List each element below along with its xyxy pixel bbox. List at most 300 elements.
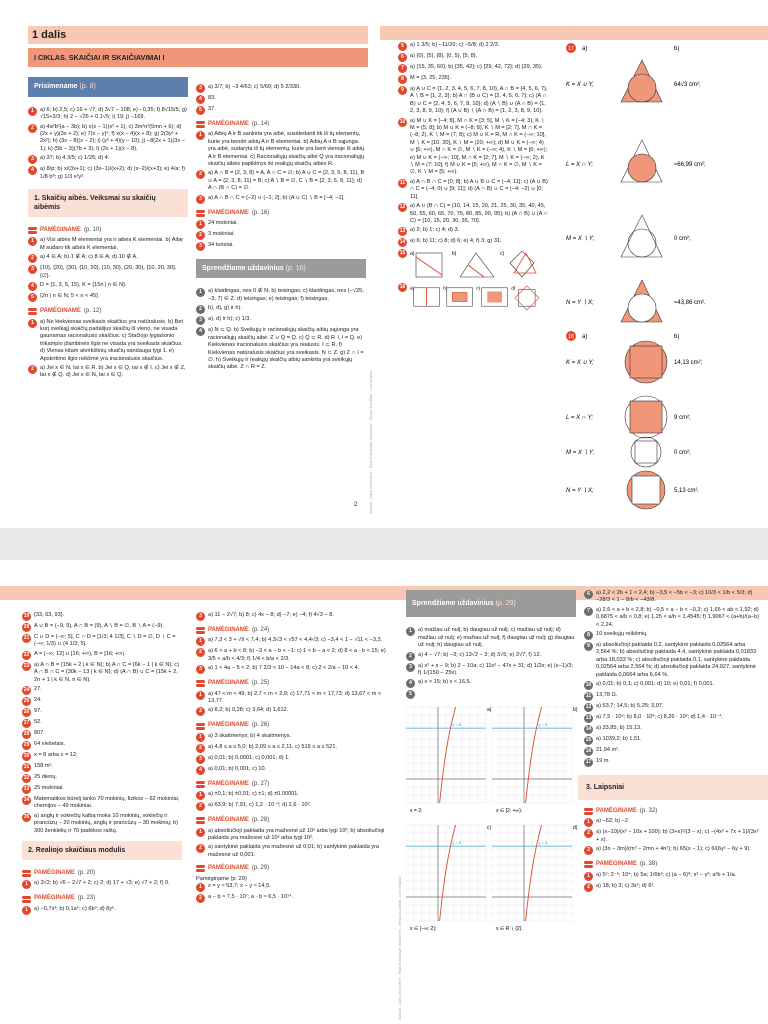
exercise-answer [28,319,188,363]
exercise-number: 3 [196,84,205,93]
exercise-text: 97. [34,708,42,715]
exercise-answer [196,707,386,716]
pamėginame-icon [196,627,205,634]
exercise-text: b), d), g) ir h). [208,305,242,312]
pamėginame-icon [28,308,37,315]
exercise-answer [196,691,386,706]
exercise-number: 1 [28,319,37,328]
exercise-answer [28,166,188,181]
exercise-answer [196,791,386,800]
pamėginame-icon [196,723,205,730]
exercise-text: a) 4 ∈ A; b) 1 ∉ A; c) 8 ∈ A; d) 10 ∉ A. [40,254,138,261]
answer-list [196,791,386,811]
pm-title: PAMĖGINAME [40,308,81,315]
pamėginame-icon [196,210,205,217]
exercise-text: a) 4 − √7; b) −3; c) 13√2 − 3; d) 3√5; e) 2√7; f) 12. [418,651,542,658]
graph-label: a) [487,707,492,714]
exercise-answer [196,220,366,229]
set-label: K = X ∪ Y; [566,360,594,366]
pamėginame-header [196,722,386,729]
graph-label: c) [487,825,492,832]
exercise-answer [22,651,182,660]
exercise-text: a), d) ir h); c) 1/3. [208,316,251,323]
answer-page-bottom [0,560,768,1024]
exercise-number: 3 [28,155,37,164]
answer-list [196,828,386,860]
exercise-answer [196,648,386,663]
exercise-text: {2n | n ∈ N, 5 < n < 45}. [40,293,100,300]
exercise-text: x = 8 arba x = 12; [34,752,78,759]
exercise-text: a) 6 < a + b < 8; b) −3 < a − b < −1; c) 1 < b − a < 2; d) 8 < a · b < 15; e) 3/5 < a/b < 4/3; f) 1/4 < b/a < 2/3. [208,648,386,662]
bottom-column-4 [584,590,760,894]
exercise-number: 1 [196,883,205,892]
section-title: Sprendžiame uždavinius [202,265,284,273]
exercise-number: 16 [399,284,406,291]
circle-outline [628,294,656,322]
answer-list [398,42,548,247]
exercise-text: a) A ∩ B ∩ C = {−2} ∪ (−1; 2]; b) (A ∪ C) ∖ B = [−4; −1]. [208,194,345,201]
exercise-text: 83. [208,95,216,101]
exercise-answer [196,637,386,646]
exercise-number: 1 [406,627,415,636]
exercise-answer [196,95,366,104]
exercise-text: M = {3, 25, 235}. [410,75,452,81]
bottom-column-1 [22,612,182,917]
exercise-number: 35 [23,813,30,820]
exercise-text: a) 2,6 < a + b < 2,8; b) −0,5 < a − b < −0,3; c) 1,65 < ab < 1,92; d) 0,6875 < a/b < 0,8; e) 1,25 < a/b < 1,4545; f) 1,9067 < (a+b)/(a−b) < 2,24. [596,606,760,628]
exercise-text: a) 5²; 2⁻⁶; 10⁴; b) 5a; 1/6b³; c) (a − 6)⁸; x³ − y²; a²b + 1/a. [596,871,737,878]
exercise-text: {33, 63, 93}. [34,612,65,618]
exercise-answer [398,53,548,62]
pm-page: (p. 23) [77,895,96,902]
exercise-answer [28,282,188,291]
exercise-text: a) A ∩ B = {2, 3, 8} = A, A ∩ C = ∅; b) A ∪ C = {2, 3, 5, 8, 11}, B ∪ A = {2, 3, 8, 11} = B; c) A ∖ B = ∅, C ∖ B = {2, 3, 5, 8, 11}; d) A ∩ (B ∩ C) = ∅. [208,170,365,192]
exercise-text: a) ±0,1; b) ±0,01; c) ±1; d) ±0,00001. [208,791,299,798]
exercise-text: 25 mokiniai. [34,785,64,792]
exercise-number: 1 [196,791,205,800]
answer-list [28,319,188,380]
exercise-answer [196,894,386,903]
pm-page: (p. 12) [83,308,102,315]
pm-page: (p. 28) [251,817,270,824]
exercise-answer [584,631,760,640]
exercise-number: 21 [23,635,30,641]
answer-list [22,612,182,835]
exercise-text: a) −0,7x³; b) 0,1a⁵; c) 6b³; d) 8y⁶. [34,905,116,912]
red-rect [487,292,502,303]
exercise-answer [22,730,182,739]
exercise-number: 1 [196,637,205,646]
exercise-answer [196,170,366,192]
exercise-answer [584,747,760,756]
top-column-1 [28,26,188,382]
exercise-text: 24. [34,697,42,704]
pm-page: (p. 16) [251,209,270,216]
exercise-answer [584,883,760,892]
exercise-text: a) 47 < m < 49; b) 2,7 < m < 2,9; c) 17,71 < m < 17,73; d) 13,67 < m < 13,77. [208,690,382,705]
exercise-answer [22,686,182,695]
answer-list [196,288,366,371]
exercise-text: a) 0,01; b) 0,1; c) 0,001; d) 10; e) 0,01; f) 0,001. [596,681,715,688]
exercise-answer [398,118,548,177]
exercise-number: 18 [568,334,574,340]
exercise-text: a) 53,7; 14,5; b) 5,25; 3,07. [596,703,664,710]
area-value: 0 cm²; [674,236,691,242]
area-value: ≈43,86 cm². [674,300,706,306]
square-filled [630,346,662,378]
exercise-answer [398,86,548,116]
pamėginame-header [196,680,386,687]
exercise-answer [584,607,760,629]
exercise-number: 5 [406,690,415,699]
pm-subtitle: Pamėginame (p. 29) [196,875,247,882]
exercise-number: 4 [196,95,205,104]
line-label: y = 8 [452,722,462,728]
graphs-grid [406,701,578,937]
exercise-number: 3 [196,755,205,764]
area-value: 5,13 cm². [674,488,700,494]
pm-title: PAMĖGINAME [208,680,249,687]
pamėginame-header [28,227,188,234]
exercise-answer [22,774,182,783]
exercise-number: 15 [585,737,592,744]
exercise-number: 16 [585,748,592,755]
side-caption: Autoriai - Dalia Zebroviené - Rasa Kukulskyte-Skuodiené - Nerijus Kuruštas - Lino leidykla [398,876,402,1020]
exercise-number: 2 [406,652,415,661]
pamėginame-header [196,210,366,217]
answer-list [22,880,182,889]
top-column-4 [566,42,762,512]
exercise-number: 1 [196,691,205,700]
exercise-answer [196,612,386,621]
exercise-text: a) 4,8 ≤ a ≤ 5,0; b) 2,09 ≤ a ≤ 2,11; c) 519 ≤ a ≤ 521. [208,743,338,750]
area-value: 14,13 cm²; [674,360,703,366]
answer-list [196,131,366,203]
exercise-text: a) 37; b) 4 3/5; c) 1/25; d) 4. [40,155,110,162]
set-label: N = Y ∖ X; [566,300,594,306]
exercise-answer [196,327,366,371]
exercise-text: 21,94 m². [596,747,620,754]
pamėginame-header [584,861,760,868]
exercise-answer [584,590,760,605]
exercise-text: a) N ⊂ Q. b) Sveikųjų ir racionaliųjų skaičių aibių sąjunga yra racionaliųjų skaičių aibė. Z ∪ Q = Q. c) Q ⊂ R. d) R ∖ I = Q. e) Kiekvienas iracionalusis skaičius yra realusis. I ⊂ R. f) Kiekvienas natūralusis skaičius yra sveikasis. N ⊂ Z. g) Z ∩ I = ∅. h) Sveikųjų ir realiųjų skaičių aibių sankirta yra sveikųjų skaičių aibė. Z ∩ R = Z. [208,327,364,371]
pm-title: PAMĖGINAME [208,780,249,787]
figures-17-18 [566,42,762,512]
exercise-number: 7 [584,607,593,616]
exercise-text: a) 3 skaitmenys; b) 4 skaitmenys. [208,732,292,739]
pamėginame-icon [196,680,205,687]
exercise-answer [196,744,386,753]
exercise-number: 3 [196,665,205,674]
exercise-text: D = {1, 3, 5, 15}, K = {15n | n ∈ N}. [40,282,127,289]
exercise-text: a) 3/7; b) −3 4/63; c) 5/60; d) 5 2/330. [208,84,301,90]
exercise-number: 2 [196,744,205,753]
exercise-number: 4 [196,766,205,775]
exercise-answer [22,880,182,889]
pm-title: PAMĖGINAME [596,808,637,815]
set-label: L = X ∩ Y; [566,415,594,421]
exercise-answer [22,719,182,728]
exercise-answer [22,785,182,794]
exercise-number: 27 [23,720,30,727]
exercise-number: 4 [406,679,415,688]
exercise-text: a) 33,85; b) 15,13. [596,725,642,732]
exercise-number: 1 [196,220,205,229]
page-number: 2 [354,502,358,508]
pamėginame-header [196,781,386,788]
exercise-text: a) absoliučioji paklaida yra mažesnė už 10² arba lygi 10²; b) absoliučioji paklaida yra mažesnė už 10² arba lygi 10². [208,827,385,842]
exercise-answer [28,237,188,252]
answer-list [196,84,366,115]
red-segment [416,257,442,275]
bottom-column-2 [196,612,386,905]
graph-caption: x ∈ R ∖ {2}. [496,926,523,933]
exercise-text: a) 18; b) 3; c) 3x²; d) 6². [596,882,655,889]
exercise-answer [22,697,182,706]
exercise-text: Matematikos būrelį lanko 70 mokinių, fizikos − 62 mokiniai, chemijos − 49 mokiniai. [34,796,180,810]
section-page: (p. 29) [495,600,516,607]
figure-15 [398,249,548,281]
exercise-number: 1 [584,872,593,881]
red-rect [452,293,467,302]
exercise-number: 11 [399,179,406,186]
exercise-number: 5 [196,106,205,115]
exercise-text: a) (3n − 3m)/(m³ − 2mn + 4n²); b) 65(x − 1); c) 6/(6y² − 6y + 9). [596,846,751,853]
side-caption: Autoriai - Dalia Zebroviené - Rasa Kukulskyte-Skuodiené - Nerijus Kuruštas - Lino leidykla [369,370,373,514]
pm-title: PAMĖGINAME [208,209,249,216]
pamėginame-icon [584,861,593,868]
top-column-3 [398,42,548,313]
graph-label: d) [573,825,578,832]
exercise-number: 2 [196,894,205,903]
exercise-number: 3 [196,195,205,204]
fig-label: b) [674,334,680,340]
exercise-text: C ∪ D = (−∞; 5], C ∩ D = [1/3; 4 1/3], C ∖ D = ∅, D ∖ C = (−∞; 1/3) ∪ (4 1/3; 5]. [34,634,176,648]
answer-list [196,883,386,903]
exercise-answer [22,752,182,761]
exercise-answer [196,766,386,775]
section-title: 2. Realiojo skaičiaus modulis [22,841,182,860]
exercise-number: 3 [196,612,205,621]
exercise-text: A ∪ B = (−9, 9), A ∩ B = (9), A ∖ B = ∅, B ∖ A = (−9). [34,623,164,629]
exercise-answer [584,736,760,745]
fig-label: d) [511,285,516,291]
pm-page: (p. 29) [251,865,270,872]
pamėginame-icon [196,865,205,872]
exercise-number: 3 [196,242,205,251]
exercise-number: 3 [584,846,593,855]
exercise-text [418,690,576,699]
exercise-text: a) santykinė paklaida yra mažesnė už 0,01; b) santykinė paklaida yra mažesnė už 0,001. [208,844,380,858]
exercise-number: 10 [585,682,592,689]
exercise-text: a) Jei x ∈ N, tai x ∈ R. b) Jei x ∈ Q, tai x ∉ I. c) Jei x ∉ Z, tai x ∉ Q. d) Jei x ∈ N, tai x ∈ Q. [40,364,186,379]
exercise-text: a) (x−10)/(x² − 10x + 100); b) (3+x)²/(3 − x); c) −(4x² + 7x + 1)/(3x² + x). [596,829,759,843]
exercise-text: a) absoliučioji paklaida 0,2, santykinė paklaida 0,02564 arba 2,564 %; b) absoliučioji paklaida 4,4, santykinė paklaida 0,01833 arba 18,033 %; c) absoliučioji paklaida 0,1, santykinė paklaida 0,02564 arba 2,564 %; d) absoliučioji paklaida 24,927, santykinė paklaida 0,0664 arba 6,64 %. [596,642,757,678]
exercise-answer [584,846,760,855]
exercise-text: x = y ≈ 53,7; x − y ≈ 14,5. [208,883,271,890]
exercise-number: 34 [23,797,30,804]
exercise-text: A = (−∞; 12] ∪ [16; +∞), B = [16; +∞). [34,650,126,657]
exercise-answer [22,813,182,835]
chapter-title: 1 dalis [28,26,368,44]
exercise-text: 807. [34,730,45,737]
exercise-answer [28,155,188,164]
exercise-text: a) 1 3/5; b) −11/20; c) −5/8; d) 2 2/3. [410,42,500,48]
exercise-answer [584,714,760,723]
pamėginame-icon [196,817,205,824]
answer-list [584,590,760,767]
red-segment [468,265,484,277]
exercise-answer [196,288,366,303]
section-sprendziame [196,259,366,278]
pamėginame-icon [196,121,205,128]
fig-label: a) [410,251,415,258]
graph-panel [492,707,578,814]
fig-label: b) [674,46,680,52]
pamėginame-icon [22,896,31,903]
triangle-shape [460,253,494,277]
exercise-number: 2 [584,883,593,892]
exercise-text: 13,78 Ω. [596,692,618,699]
graph-panel [406,825,492,932]
pamėginame-header [22,870,182,877]
exercise-answer [584,725,760,734]
exercise-text: 37. [208,106,216,112]
fig-label: a) [582,46,588,52]
answer-list [584,818,760,855]
circle-filled [628,154,656,182]
answer-list [196,220,366,251]
answer-list [28,107,188,181]
section-page: (p. 16) [285,265,306,273]
exercise-answer [584,829,760,844]
answer-list [196,691,386,717]
exercise-number: 28 [23,731,30,738]
pm-page: (p. 24) [251,627,270,633]
pm-title: PAMĖGINAME [208,722,249,729]
pm-title: PAMĖGINAME [34,870,75,877]
exercise-answer [196,242,366,251]
exercise-number: 2 [196,802,205,811]
exercise-text: a) {0}, {5}, {8}, {0, 5}, {5, 8}. [410,53,478,59]
exercise-text: a) 2; b) 1; c) 4; d) 3. [410,227,460,234]
exercise-text: a) x > 15; b) x < 16,5. [418,679,472,686]
exercise-text: a) M ∪ K = [−4; 8], M ∩ K = [3; 5], M ∖ K = [−4; 3), K ∖ M = (5; 8]; b) M ∪ K = (−8; 8), K ∖ M = [2; 7], M ∩ K = (−8; 2), K ∖ M = (7; 8); c) M ∪ K = R, M ∩ K = (−∞; 10], M ∖ K = [10, 20], K ∖ M = (20; +∞); d) M ∪ K = (−∞; 4) ∪ [6; +∞), M ∩ K = ∅, M ∖ K = (−∞; 4), K ∖ M = [6; +∞); e) M ∪ K = (−∞; 10], M ∩ K = [2; 7], M ∖ K = (−∞; 2), K ∖ M = (7; 10]; f) M ∪ K = [5; +∞), M ∩ K = ∅, M ∖ K = ∅, K ∖ M = [5; +∞). [410,117,548,176]
exercise-answer [584,692,760,701]
exercise-answer [196,316,366,325]
exercise-number: 2 [28,365,37,374]
pm-page: (p. 20) [77,870,96,877]
exercise-answer [406,690,576,699]
exercise-answer [584,642,760,679]
exercise-number: 30 [23,753,30,760]
fig-label: b) [443,285,448,291]
exercise-text: a) {15, 35, 60}; b) {35, 42}; c) {29, 42, 72}; d) {29, 35}. [410,64,543,70]
exercise-number: 2 [196,707,205,716]
pm-title: PAMĖGINAME [208,121,249,127]
exercise-text: 52. [34,719,42,726]
square-outline [635,441,657,463]
exercise-number: 14 [585,726,592,733]
exercise-text: 3 mokiniai. [208,231,235,238]
exercise-answer [398,42,548,51]
exercise-number: 3 [196,316,205,325]
pamėginame-header [196,627,386,634]
exercise-text: a) 8/p; b) x/(3x+1); c) (3x−1)/(x+2); d) (x−2)/(x+3); e) 4/a; f) 1/8 b⁸; g) 1/3 x²y². [40,166,186,180]
exercise-number: 13 [399,228,406,235]
set-label: M = X ∖ Y; [566,450,595,456]
exercise-text: a) Ne kiekvienas sveikasis skaičius yra natūralusis. b) Bet kurį sveikąjį skaičių padalijus skaičių iš vieno, ne visada gaunamas racionalusis skaičius. c) Stačiojo lygiašonio trikampio įžambinės ilgis ne visada yra sveikasis skaičius. d) Vienas kitam atvirkštinių skaičių sandauga lygi 1. e) Apskritimo ilgio reikšmė yra iracionalusis skaičius. [40,318,184,362]
exercise-answer [22,796,182,811]
exercise-number: 32 [23,775,30,782]
exercise-answer [196,844,386,859]
exercise-number: 23 [23,662,30,669]
exercise-text: a) 6; b) 2,5; c) 16 + √7; d) 3√7 − 108; e) −0,35; f) 8√15/5; g) √15+3/3; h) 2 − √26 + 0,1√5; i) 19; j) −169. [40,106,187,121]
exercise-number: 12 [399,204,406,211]
exercise-number: 1 [196,131,205,140]
exercise-text: 34 turistai. [208,242,234,249]
exercise-number: 1 [22,880,31,889]
exercise-number: 4 [196,327,205,336]
pm-page: (p. 38) [639,861,658,868]
pamėginame-header [22,895,182,902]
exercise-number: 2 [28,124,37,133]
exercise-answer [406,652,576,661]
exercise-answer [22,708,182,717]
pm-page: (p. 32) [639,808,658,815]
exercise-answer [398,227,548,236]
exercise-number: 1 [584,818,593,827]
exercise-number: 1 [196,828,205,837]
exercise-number: 22 [23,651,30,658]
graph-caption: x ∈ (−∞; 2); [410,926,437,933]
exercise-answer [196,231,366,240]
exercise-answer [22,906,182,915]
exercise-text: a) 2,2 < 2b + 1 < 2,4; b) −3,5 < −5b < −3; c) 10/3 < 1/b < 5/3; d) −28/3 < 1 − 8/b < −43/8. [596,590,753,604]
exercise-number: 8 [398,75,407,84]
exercise-answer [584,681,760,690]
exercise-text: a) A ∪ (B ∩ C) = {10, 14, 15, 20, 21, 25, 30, 35, 40, 45, 50, 55, 60, 65, 70, 75, 80, 85, 90, 95}; b) (A ∩ B) ∪ (A ∩ C) = {10, 15, 20, 30, 35, 70}. [410,203,548,224]
exercise-number: 3 [28,265,37,274]
exercise-number: 14 [399,239,406,246]
exercise-number: 1 [22,906,31,915]
pamėginame-header [196,817,386,824]
exercise-text: a) 3√2; b) √6 − 2√7 + 2; c) 2; d) 17 + √3; e) √7 + 2; f) 0. [34,880,170,887]
exercise-answer [398,203,548,225]
exercise-number: 1 [196,733,205,742]
exercise-number: 2 [196,231,205,240]
answer-list [196,637,386,674]
pm-page: (p. 27) [251,780,270,787]
exercise-text: a) 0,01; b) 0,0001; c) 0,001; d) 1. [208,754,290,761]
exercise-answer [196,305,366,314]
pm-title: PAMĖGINAME [34,895,75,902]
answer-list [584,872,760,892]
exercise-text: 158 m². [34,763,53,770]
set-label: L = X ∩ Y; [566,162,594,168]
exercise-text: a) A ∩ B ∩ C = [0; 8]; b) A ∪ B ∪ C = (−4; 11]; c) (A ∪ B) ∩ C = (−4; 0) ∪ [9; 11]; d) (A ∩ B) ∪ C = (−4; −2) ∪ [0; 11]. [410,178,548,200]
exercise-number: 1 [28,237,37,246]
graph-caption: x = 2; [410,808,423,815]
square-outline [632,476,660,504]
pm-page: (p. 10) [83,227,102,234]
exercise-answer [28,265,188,280]
exercise-number: 9 [584,642,593,651]
exercise-text: a) −62; b) −2 [596,818,629,825]
top-column-2 [196,84,366,374]
exercise-text: 64 viešetais. [34,741,66,748]
exercise-number: 2 [584,829,593,838]
